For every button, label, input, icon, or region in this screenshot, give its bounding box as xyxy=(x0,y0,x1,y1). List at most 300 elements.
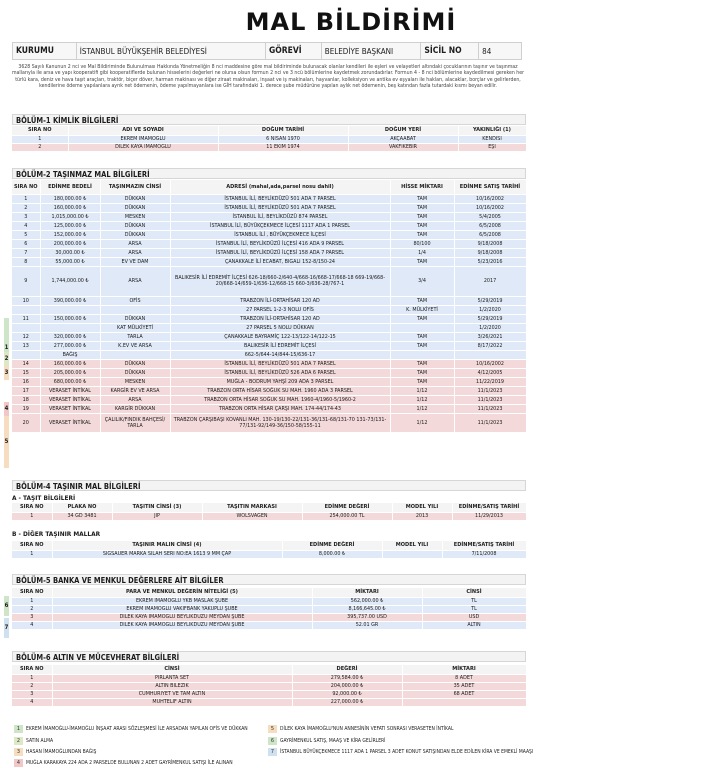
table-cell: 4 xyxy=(12,221,40,230)
table-cell: 8 ADET xyxy=(402,674,526,682)
table-cell: 16 xyxy=(12,377,40,386)
table-row xyxy=(12,143,526,151)
marker-number: 4 xyxy=(4,405,9,412)
legend-item xyxy=(14,759,233,767)
identity-table xyxy=(12,126,527,152)
legend-item xyxy=(268,725,453,733)
table-cell: 35 ADET xyxy=(402,682,526,690)
table-cell: TRABZON ÇARŞIBAŞI KOVANLI MAH. 130-19/130-22/131-36/131-68/131-70 131-73/131-77/131-92/149-36/150-58/155-11 xyxy=(170,413,390,432)
legend-item xyxy=(14,737,53,745)
table-row xyxy=(12,239,526,248)
table-cell: MUHTELİF ALTIN xyxy=(52,698,292,706)
table-cell: ÇALILIK/FINDIK BAHÇESİ/ TARLA xyxy=(100,413,170,432)
table-cell: 9/18/2008 xyxy=(454,248,526,257)
table-cell: 1/12 xyxy=(390,404,454,413)
table-cell xyxy=(390,350,454,359)
table-cell: 11/1/2023 xyxy=(454,395,526,404)
column-header: TAŞINIR MALIN CİNSİ (4) xyxy=(52,541,282,550)
table-row xyxy=(12,248,526,257)
table-cell: K.EV VE ARSA xyxy=(100,341,170,350)
table-header-row xyxy=(12,180,526,194)
table-cell: EŞİ xyxy=(458,143,526,151)
other-movables-subtitle: B - DİĞER TAŞINIR MALLAR xyxy=(12,530,101,538)
table-cell: VERASET İNTİKAL xyxy=(40,386,100,395)
table-cell: KENDİSİ xyxy=(458,135,526,143)
legend-item xyxy=(14,748,96,756)
table-cell: BAĞIŞ xyxy=(40,350,100,359)
table-cell: 11/1/2023 xyxy=(454,404,526,413)
table-cell: 390,000.00 ₺ xyxy=(40,296,100,305)
table-cell: KARGİR DÜKKAN xyxy=(100,404,170,413)
table-cell: 1/12 xyxy=(390,413,454,432)
table-cell: 8,166,645.00 ₺ xyxy=(312,605,422,613)
gorevi-value: BELEDİYE BAŞKANI xyxy=(322,43,422,59)
column-header: DOĞUM TARİHİ xyxy=(218,126,348,135)
table-header-row xyxy=(12,503,526,512)
table-cell: 2 xyxy=(12,605,52,613)
intro-text: 3628 Sayılı Kanunun 2 nci ve Mal Bildiriminde Bulunulması Hakkında Yönetmeliğin 8 nci maddesine göre mal bildiriminde bulunacak olanlar kendileri ile eşleri ve velayetleri altındaki çocuklarının taşınır ve taşınmaz mallarıyla ile arsa ve yapı kooperatifi gibi kooperatiflerde bulunan hisselerini değerleri ne olursa olsun formun 2 nci ve 3 ncü bölümlerine kaydetmek zorundadırlar. Formun 4 - 8 nci bölümlerine kaydedilmesi gereken her türlü kara, deniz ve hava taşıt araçları, traktör, biçer döver, harman makinası ve diğer ziraat makinaları, inşaat ve iş makinaları, hayvanlar, kolleksiyon ve antika ev eşyaları ile hakları, alacaklar, borçlar ve gelirlerden, kendilerine ödeme yapılanlara ayrık net ödemenin, ödeme yapılmayanlara ise GİH tarafındaki 1. derece şube müdürüne yapılan aylık net ödemenin, beş katından fazla tutardaki kısmı beyan edilir. xyxy=(11,64,525,90)
table-cell: 7/11/2008 xyxy=(442,550,526,558)
table-cell: 10/16/2002 xyxy=(454,359,526,368)
column-header: YAKINLIĞI (1) xyxy=(458,126,526,135)
column-header: EDİNME/SATIŞ TARİHİ xyxy=(452,503,526,512)
legend-text: GAYRİMENKUL SATIŞ, MAAŞ VE KİRA GELİRLERİ xyxy=(280,738,386,744)
table-header-row xyxy=(12,665,526,674)
column-header: TAŞINMAZIN CİNSİ xyxy=(100,180,170,194)
source-marker xyxy=(3,402,10,416)
table-cell: DÜKKAN xyxy=(100,203,170,212)
table-row xyxy=(12,368,526,377)
table-cell: İSTANBUL İLİ, BEYLİKDÜZÜ 501 ADA 7 PARSEL xyxy=(170,359,390,368)
table-cell: 320,000.00 ₺ xyxy=(40,332,100,341)
table-cell: 34 GD 3481 xyxy=(52,512,112,520)
table-cell: TRABZON İLİ-ORTAHİSAR 120 AD xyxy=(170,296,390,305)
table-cell: 5/29/2019 xyxy=(454,296,526,305)
table-row xyxy=(12,266,526,296)
source-marker xyxy=(3,366,10,380)
table-cell: TL xyxy=(422,605,526,613)
section-2-title: BÖLÜM-2 TAŞINMAZ MAL BİLGİLERİ xyxy=(12,168,526,179)
table-cell: 152,000.00 ₺ xyxy=(40,230,100,239)
table-cell: 1/4 xyxy=(390,248,454,257)
column-header: CİNSİ xyxy=(422,588,526,597)
column-header: MODEL YILI xyxy=(392,503,452,512)
table-row xyxy=(12,359,526,368)
table-cell: 1/12 xyxy=(390,395,454,404)
marker-number: 3 xyxy=(4,369,9,376)
column-header: SIRA NO xyxy=(12,180,40,194)
table-cell: 6 NİSAN 1970 xyxy=(218,135,348,143)
table-cell xyxy=(402,698,526,706)
table-cell: TAM xyxy=(390,341,454,350)
legend-text: İSTANBUL BÜYÜKÇEKMECE 1117 ADA 1 PARSEL 3 ADET KONUT SATIŞINDAN ELDE EDİLEN KİRA VE EMEKLİ MAAŞI xyxy=(280,749,534,755)
table-cell: TRABZON ORTA HİSAR ÇARŞI MAH. 174-44/174-43 xyxy=(170,404,390,413)
column-header: EDİNME DEĞERİ xyxy=(302,503,392,512)
table-cell: TRABZON ORTA HİSAR SOĞUK SU MAH. 1960-4/1960-5/1960-2 xyxy=(170,395,390,404)
table-cell: 254,000.00 TL xyxy=(302,512,392,520)
table-cell: 52.01 GR xyxy=(312,621,422,629)
source-marker xyxy=(3,352,10,366)
sicil-label: SİCİL NO xyxy=(421,43,479,59)
table-row xyxy=(12,135,526,143)
source-marker xyxy=(3,596,10,616)
bank-table xyxy=(12,588,527,630)
table-cell: 1/2/2020 xyxy=(454,323,526,332)
table-cell: 395,737.00 USD xyxy=(312,613,422,621)
legend-number: 2 xyxy=(14,737,23,745)
legend-item xyxy=(268,737,386,745)
table-cell: 6 xyxy=(12,239,40,248)
column-header: TAŞITIN CİNSİ (3) xyxy=(112,503,202,512)
marker-number: 1 xyxy=(4,344,9,351)
table-cell: KAT MÜLKİYETİ xyxy=(100,323,170,332)
table-cell: MESKEN xyxy=(100,212,170,221)
legend-number: 7 xyxy=(268,748,277,756)
table-cell: 205,000.00 ₺ xyxy=(40,368,100,377)
table-row xyxy=(12,621,526,629)
table-cell: VERASET İNTİKAL xyxy=(40,413,100,432)
table-cell: ARSA xyxy=(100,248,170,257)
column-header: DOĞUM YERİ xyxy=(348,126,458,135)
table-cell: 9/18/2008 xyxy=(454,239,526,248)
table-cell: İSTANBUL İLİ, BÜYÜKÇEKMECE İLÇESİ 1117 ADA 1 PARSEL xyxy=(170,221,390,230)
table-cell: 2017 xyxy=(454,266,526,296)
legend-text: SATIN ALMA xyxy=(26,738,54,744)
table-cell: AKÇAABAT xyxy=(348,135,458,143)
section-1-title: BÖLÜM-1 KİMLİK BİLGİLERİ xyxy=(12,114,526,125)
table-cell: DÜKKAN xyxy=(100,314,170,323)
table-row xyxy=(12,395,526,404)
table-row xyxy=(12,230,526,239)
table-row xyxy=(12,550,526,558)
page-title: MAL BİLDİRİMİ xyxy=(245,8,457,36)
table-cell: 27 PARSEL 1-2-3 NOLU OFİS xyxy=(170,305,390,314)
table-row xyxy=(12,323,526,332)
table-cell: 160,000.00 ₺ xyxy=(40,359,100,368)
table-cell: 17 xyxy=(12,386,40,395)
table-cell: 1 xyxy=(12,550,52,558)
table-row xyxy=(12,212,526,221)
table-row xyxy=(12,404,526,413)
column-header: PARA VE MENKUL DEĞERİN NİTELİĞİ (5) xyxy=(52,588,312,597)
table-cell: MESKEN xyxy=(100,377,170,386)
table-cell xyxy=(100,350,170,359)
table-cell: 180,000.00 ₺ xyxy=(40,194,100,203)
table-cell: SİGSAUER MARKA SİLAH SERİ NO:EA 1613 9 MM ÇAP xyxy=(52,550,282,558)
section-4-title: BÖLÜM-4 TAŞINIR MAL BİLGİLERİ xyxy=(12,480,526,491)
table-cell: DÜKKAN xyxy=(100,194,170,203)
table-cell: 2 xyxy=(12,203,40,212)
kurumu-label: KURUMU xyxy=(13,43,77,59)
legend-number: 1 xyxy=(14,725,23,733)
table-cell: 14 xyxy=(12,359,40,368)
table-cell: 277,000.00 ₺ xyxy=(40,341,100,350)
table-cell: CUMHURİYET VE TAM ALTIN xyxy=(52,690,292,698)
legend-item xyxy=(14,725,248,733)
table-cell: 13 xyxy=(12,341,40,350)
table-cell: İSTANBUL İLİ, BEYLİKDÜZÜ 874 PARSEL xyxy=(170,212,390,221)
gold-table xyxy=(12,665,527,707)
source-marker xyxy=(3,618,10,638)
table-cell: 11 EKİM 1974 xyxy=(218,143,348,151)
table-row xyxy=(12,257,526,266)
legend-number: 3 xyxy=(14,748,23,756)
table-cell: 10 xyxy=(12,296,40,305)
table-cell: ALTIN xyxy=(422,621,526,629)
table-cell: 30,000.00 ₺ xyxy=(40,248,100,257)
table-cell xyxy=(100,305,170,314)
table-cell: DÜKKAN xyxy=(100,359,170,368)
table-cell: 125,000.00 ₺ xyxy=(40,221,100,230)
table-cell: 8/17/2022 xyxy=(454,341,526,350)
table-cell: BALIKESİR İLİ EDREMİT İLÇESİ 626-18/660-2/640-4/668-16/668-17/668-18 669-19/668-20/668-14/659-1/636-12/668-15 660-3/636-28/767-1 xyxy=(170,266,390,296)
legend-number: 6 xyxy=(268,737,277,745)
table-row xyxy=(12,605,526,613)
table-cell: 662-5/644-14/844-15/636-17 xyxy=(170,350,390,359)
column-header: SIRA NO xyxy=(12,588,52,597)
table-cell: ARSA xyxy=(100,239,170,248)
table-cell: MUĞLA - BODRUM YAHŞİ 209 ADA 3 PARSEL xyxy=(170,377,390,386)
header-bar xyxy=(12,42,522,60)
table-cell: 680,000.00 ₺ xyxy=(40,377,100,386)
table-cell: 5 xyxy=(12,230,40,239)
legend-number: 4 xyxy=(14,759,23,767)
table-cell: 92,000.00 ₺ xyxy=(292,690,402,698)
section-6-title: BÖLÜM-6 ALTIN VE MÜCEVHERAT BİLGİLERİ xyxy=(12,651,526,662)
table-cell: TAM xyxy=(390,359,454,368)
table-cell: 3 xyxy=(12,212,40,221)
sicil-value: 84 xyxy=(482,46,492,56)
table-row xyxy=(12,350,526,359)
table-row xyxy=(12,377,526,386)
table-cell: TAM xyxy=(390,332,454,341)
table-row xyxy=(12,332,526,341)
column-header: EDİNME SATIŞ TARİHİ xyxy=(454,180,526,194)
table-cell: İSTANBUL İLİ, BEYLİKDÜZÜ 526 ADA 6 PARSEL xyxy=(170,368,390,377)
table-cell: TARLA xyxy=(100,332,170,341)
table-cell: TL xyxy=(422,597,526,605)
table-cell xyxy=(40,323,100,332)
table-cell: 7 xyxy=(12,248,40,257)
table-row xyxy=(12,221,526,230)
table-header-row xyxy=(12,588,526,597)
table-cell: 19 xyxy=(12,404,40,413)
legend-text: MUĞLA KARAKAYA 224 ADA 2 PARSELDE BULUNAN 2 ADET GAYRİMENKUL SATIŞI İLE ALINAN xyxy=(26,760,233,766)
table-cell: VERASET İNTİKAL xyxy=(40,395,100,404)
table-cell: 204,000.00 ₺ xyxy=(292,682,402,690)
table-cell: WOLSVAGEN xyxy=(202,512,302,520)
table-row xyxy=(12,690,526,698)
table-cell: 4 xyxy=(12,698,52,706)
table-cell: 10/16/2002 xyxy=(454,203,526,212)
vehicle-subtitle: A - TAŞIT BİLGİLERİ xyxy=(12,494,76,502)
table-cell: TAM xyxy=(390,230,454,239)
marker-number: 5 xyxy=(4,438,9,445)
column-header: EDİNME DEĞERİ xyxy=(282,541,382,550)
table-row xyxy=(12,386,526,395)
table-cell: DÜKKAN xyxy=(100,221,170,230)
table-header-row xyxy=(12,126,526,135)
table-cell: 1 xyxy=(12,674,52,682)
table-cell: 3 xyxy=(12,690,52,698)
table-row xyxy=(12,314,526,323)
table-cell: 1 xyxy=(12,512,52,520)
column-header: HİSSE MİKTARI xyxy=(390,180,454,194)
legend-text: EKREM İMAMOĞLU-İMAMOĞLU İNŞAAT ARASI SÖZLEŞMESİ İLE ARSADAN YAPILAN OFİS VE DÜKKAN xyxy=(26,726,248,732)
table-cell: 11/1/2023 xyxy=(454,413,526,432)
gorevi-label: GÖREVİ xyxy=(266,43,322,59)
table-cell: İSTANBUL İLİ, BEYLİKDÜZÜ İLÇESİ 416 ADA 9 PARSEL xyxy=(170,239,390,248)
other-movables-table xyxy=(12,541,527,559)
kurumu-value: İSTANBUL BÜYÜKŞEHİR BELEDİYESİ xyxy=(77,43,266,59)
table-cell: 20 xyxy=(12,413,40,432)
table-row xyxy=(12,613,526,621)
table-cell: 10/16/2002 xyxy=(454,194,526,203)
table-cell: ÇANAKKALE İLİ ECABAT, BIGALI 152-8/150-24 xyxy=(170,257,390,266)
table-cell: 11/1/2023 xyxy=(454,386,526,395)
column-header: EDİNME BEDELİ xyxy=(40,180,100,194)
table-cell: 562,000.00 ₺ xyxy=(312,597,422,605)
table-cell: 4 xyxy=(12,621,52,629)
table-cell: 2 xyxy=(12,143,68,151)
table-cell xyxy=(454,350,526,359)
table-cell: DÜKKAN xyxy=(100,230,170,239)
table-cell: 11/29/2013 xyxy=(452,512,526,520)
column-header: DEĞERİ xyxy=(292,665,402,674)
table-header-row xyxy=(12,541,526,550)
column-header: PLAKA NO xyxy=(52,503,112,512)
table-cell: TAM xyxy=(390,314,454,323)
column-header: MİKTARI xyxy=(312,588,422,597)
table-cell: TAM xyxy=(390,377,454,386)
table-cell: 1/12 xyxy=(390,386,454,395)
table-cell: 3/26/2021 xyxy=(454,332,526,341)
table-cell: ÇANAKKALE BAYRAMİÇ 122-13/122-14/122-15 xyxy=(170,332,390,341)
table-cell: TAM xyxy=(390,257,454,266)
table-row xyxy=(12,194,526,203)
legend-text: DİLEK KAYA İMAMOĞLU'NUN ANNESİNİN VEFATI SONRASI VERASETEN İNTİKAL xyxy=(280,726,454,732)
column-header: SIRA NO xyxy=(12,665,52,674)
table-cell: PIRLANTA SET xyxy=(52,674,292,682)
table-cell: TAM xyxy=(390,194,454,203)
marker-number: 7 xyxy=(4,624,9,631)
table-cell: 8 xyxy=(12,257,40,266)
column-header: ADI VE SOYADI xyxy=(68,126,218,135)
table-cell: 160,000.00 ₺ xyxy=(40,203,100,212)
table-cell: EKREM İMAMOĞLU YKB MASLAK ŞUBE xyxy=(52,597,312,605)
table-cell: 55,000.00 ₺ xyxy=(40,257,100,266)
column-header: SIRA NO xyxy=(12,503,52,512)
column-header: EDİNME/SATIŞ TARİHİ xyxy=(442,541,526,550)
table-cell: 12 xyxy=(12,332,40,341)
table-row xyxy=(12,203,526,212)
table-row xyxy=(12,296,526,305)
table-cell: TRABZON ORTA HİSAR SOĞUK SU MAH. 1960 ADA 3 PARSEL xyxy=(170,386,390,395)
table-cell: JİP xyxy=(112,512,202,520)
table-cell: İSTANBUL İLİ, BEYLİKDÜZÜ 501 ADA 7 PARSEL xyxy=(170,203,390,212)
legend-item xyxy=(268,748,533,756)
legend-number: 5 xyxy=(268,725,277,733)
table-cell: EV VE DAM xyxy=(100,257,170,266)
table-cell: 150,000.00 ₺ xyxy=(40,314,100,323)
table-cell: 279,584.00 ₺ xyxy=(292,674,402,682)
table-cell: 1 xyxy=(12,135,68,143)
table-cell: EKREM İMAMOĞLU VAKIFBANK YAKUPLU ŞUBE xyxy=(52,605,312,613)
table-cell: TAM xyxy=(390,203,454,212)
column-header: MODEL YILI xyxy=(382,541,442,550)
table-cell: 3/4 xyxy=(390,266,454,296)
table-cell xyxy=(12,305,40,314)
table-cell: 6/5/2008 xyxy=(454,230,526,239)
source-marker xyxy=(3,416,10,468)
table-cell: K. MÜLKİYETİ xyxy=(390,305,454,314)
table-cell: TAM xyxy=(390,212,454,221)
table-cell: 1,015,000.00 ₺ xyxy=(40,212,100,221)
table-row xyxy=(12,413,526,432)
column-header: ADRESİ (mahal,ada,parsel nosu dahil) xyxy=(170,180,390,194)
table-cell: İSTANBUL İLİ, BEYLİKDÜZÜ İLÇESİ 158 ADA 7 PARSEL xyxy=(170,248,390,257)
table-cell xyxy=(12,350,40,359)
table-cell: 8,000.00 ₺ xyxy=(282,550,382,558)
table-cell: 3 xyxy=(12,613,52,621)
table-cell: 6/5/2008 xyxy=(454,221,526,230)
table-cell: 1 xyxy=(12,597,52,605)
column-header: SIRA NO xyxy=(12,126,68,135)
table-cell: İSTANBUL İLİ , BÜYÜKÇEKMECE İLÇESİ xyxy=(170,230,390,239)
table-cell: ALTIN BİLEZİK xyxy=(52,682,292,690)
column-header: MİKTARI xyxy=(402,665,526,674)
table-cell: USD xyxy=(422,613,526,621)
table-cell xyxy=(12,323,40,332)
table-row xyxy=(12,305,526,314)
table-cell: 18 xyxy=(12,395,40,404)
table-cell: 11/22/2019 xyxy=(454,377,526,386)
table-cell: DİLEK KAYA İMAMOĞLU xyxy=(68,143,218,151)
table-row xyxy=(12,674,526,682)
table-cell: ARSA xyxy=(100,266,170,296)
table-cell: KARGİR EV VE ARSA xyxy=(100,386,170,395)
table-cell: BALIKESİR İLİ EDREMİT İLÇESİ xyxy=(170,341,390,350)
table-cell: 200,000.00 ₺ xyxy=(40,239,100,248)
marker-number: 6 xyxy=(4,602,9,609)
table-cell: ARSA xyxy=(100,395,170,404)
marker-number: 2 xyxy=(4,355,9,362)
table-cell: 2013 xyxy=(392,512,452,520)
table-cell: 1 xyxy=(12,194,40,203)
table-cell: 1/2/2020 xyxy=(454,305,526,314)
table-row xyxy=(12,512,526,520)
vehicle-table xyxy=(12,503,527,521)
table-cell: 80/100 xyxy=(390,239,454,248)
table-cell: 227,000.00 ₺ xyxy=(292,698,402,706)
table-cell: 1,744,000.00 ₺ xyxy=(40,266,100,296)
table-cell: 5/29/2019 xyxy=(454,314,526,323)
table-cell: 5/4/2005 xyxy=(454,212,526,221)
table-cell: TRABZON İLİ-ORTAHİSAR 120 AD xyxy=(170,314,390,323)
table-cell: 11 xyxy=(12,314,40,323)
table-cell: EKREM İMAMOĞLU xyxy=(68,135,218,143)
column-header: SIRA NO xyxy=(12,541,52,550)
section-5-title: BÖLÜM-5 BANKA VE MENKUL DEĞERLERE AİT BİLGİLER xyxy=(12,574,526,585)
table-cell xyxy=(382,550,442,558)
table-row xyxy=(12,682,526,690)
table-row xyxy=(12,698,526,706)
table-cell: DİLEK KAYA İMAMOĞLU BEYLİKDÜZÜ MEYDAN ŞUBE xyxy=(52,613,312,621)
table-cell: 5/23/2016 xyxy=(454,257,526,266)
table-cell: DİLEK KAYA İMAMOĞLU BEYLİKDÜZÜ MEYDAN ŞUBE xyxy=(52,621,312,629)
table-cell: 27 PARSEL 5 NOLU DÜKKAN xyxy=(170,323,390,332)
table-cell: 9 xyxy=(12,266,40,296)
